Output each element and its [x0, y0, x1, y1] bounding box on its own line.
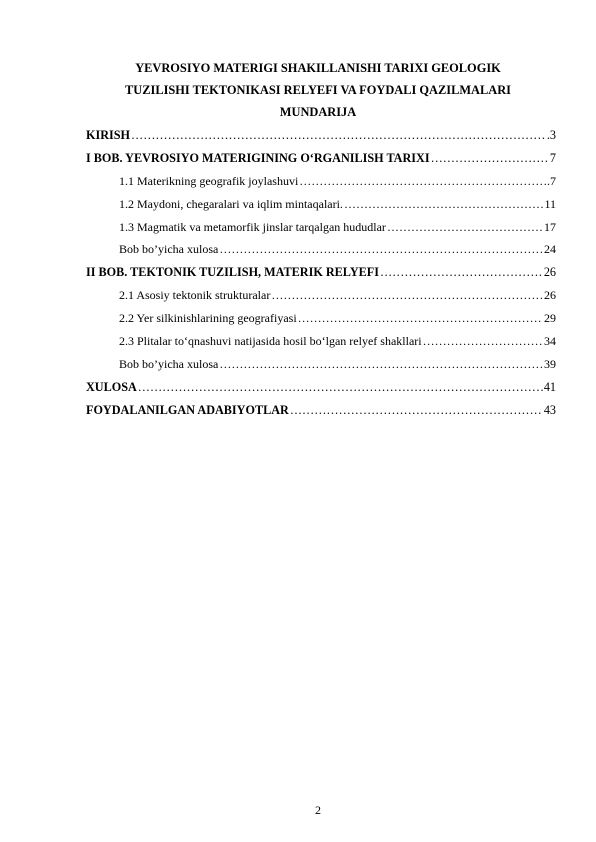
toc-entry-page: 24: [544, 242, 556, 257]
toc-dot-leader: [219, 357, 543, 372]
toc-entry-label: Bob bo’yicha xulosa: [119, 242, 219, 257]
toc-dot-leader: [138, 380, 543, 395]
toc-entry[interactable]: [86, 380, 556, 403]
toc-dot-leader: [423, 334, 543, 349]
toc-entry-page: 17: [544, 219, 556, 234]
toc-dot-leader: [131, 128, 546, 143]
toc-entry-label: II BOB. TEKTONIK TUZILISH, MATERIK RELYEFI: [86, 265, 379, 280]
toc-entry-page: .3: [546, 128, 556, 142]
toc-entry-label: FOYDALANILGAN ADABIYOTLAR: [86, 402, 289, 417]
toc-entry[interactable]: [86, 151, 556, 174]
toc-entry[interactable]: [86, 288, 556, 311]
toc-entry-page: 11: [544, 196, 556, 211]
toc-dot-leader: [298, 311, 543, 326]
toc-entry-label: I BOB. YEVROSIYO MATERIGINING O‘RGANILISH TARIXI: [86, 150, 430, 165]
page-number: 2: [315, 803, 321, 817]
title-line-2: TUZILISHI TEKTONIKASI RELYEFI VA FOYDALI QAZILMALARI: [125, 83, 511, 97]
toc-entry[interactable]: [86, 403, 556, 426]
toc-entry-page: 26: [544, 288, 556, 303]
toc-entry[interactable]: [86, 174, 556, 197]
toc-entry[interactable]: [86, 197, 556, 220]
toc-entry-page: 43: [543, 402, 556, 417]
toc-entry[interactable]: [86, 242, 556, 265]
toc-dot-leader: [431, 151, 549, 166]
toc-entry-label: 1.3 Magmatik va metamorfik jinslar tarqalgan hududlar: [119, 219, 386, 234]
toc-dot-leader: [219, 242, 543, 257]
toc-dot-leader: [344, 197, 544, 212]
toc-entry-page: .7: [547, 173, 556, 188]
toc-dot-leader: [299, 174, 546, 189]
toc-entry-page: 7: [549, 150, 556, 165]
toc-dot-leader: [290, 403, 543, 418]
toc-entry-label: 1.2 Maydoni, chegaralari va iqlim mintaqalari.: [119, 196, 343, 211]
toc-entry-page: 34: [544, 334, 556, 349]
toc-entry[interactable]: [86, 334, 556, 357]
toc-entry-label: Bob bo’yicha xulosa: [119, 356, 219, 371]
toc-entry-page: 29: [544, 311, 556, 326]
toc-entry[interactable]: [86, 357, 556, 380]
toc-dot-leader: [387, 220, 543, 235]
toc-entry-page: 39: [544, 356, 556, 371]
toc-entry-label: KIRISH: [86, 128, 131, 142]
toc-entry[interactable]: [86, 311, 556, 334]
toc-entry-label: 2.3 Plitalar to‘qnashuvi natijasida hosil bo‘lgan relyef shakllari: [119, 334, 422, 349]
table-of-contents: [86, 128, 556, 426]
toc-heading: MUNDARIJA: [279, 105, 357, 119]
toc-entry-label: 2.1 Asosiy tektonik strukturalar: [119, 288, 271, 303]
toc-entry-label: XULOSA: [86, 379, 137, 394]
document-title: [80, 57, 556, 123]
toc-entry-label: 2.2 Yer silkinishlarining geografiyasi: [119, 311, 297, 326]
title-line-1: YEVROSIYO MATERIGI SHAKILLANISHI TARIXI GEOLOGIK: [135, 61, 501, 75]
toc-entry[interactable]: [86, 265, 556, 288]
toc-entry-label: 1.1 Materikning geografik joylashuvi: [119, 173, 299, 188]
toc-entry-page: 26: [543, 265, 556, 280]
toc-dot-leader: [271, 288, 543, 303]
toc-entry[interactable]: [86, 128, 556, 151]
toc-entry-page: 41: [543, 379, 556, 394]
toc-entry[interactable]: [86, 220, 556, 243]
toc-dot-leader: [380, 265, 543, 280]
